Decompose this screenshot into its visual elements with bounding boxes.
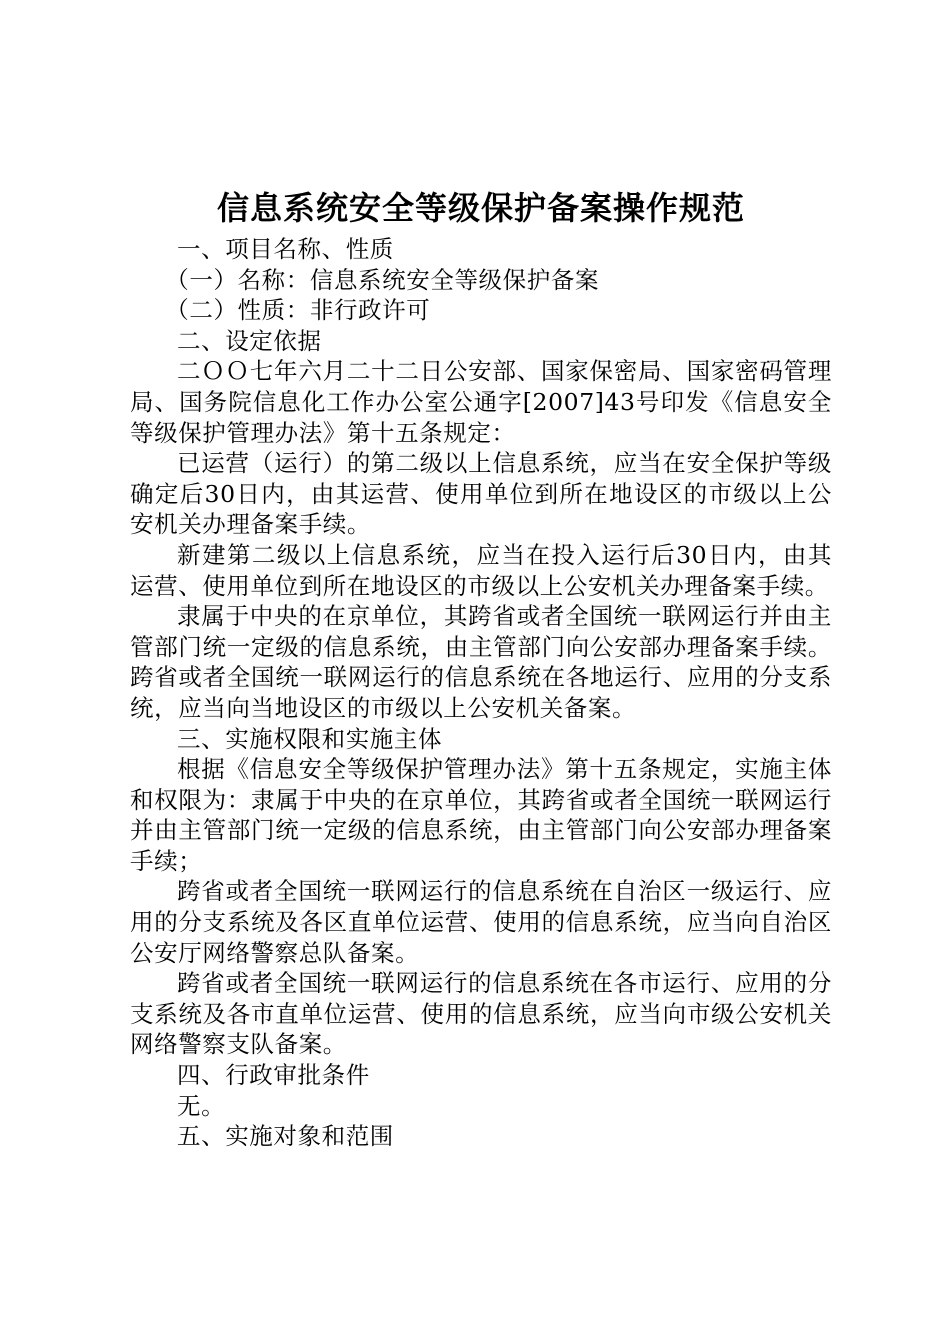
basis-paragraph: 二ＯＯ七年六月二十二日公安部、国家保密局、国家密码管理局、国务院信息化工作办公室公通字[2007]43号印发《信息安全等级保护管理办法》第十五条规定： [130, 357, 832, 447]
conditions-paragraph: 无。 [177, 1091, 226, 1120]
basis-paragraph: 已运营（运行）的第二级以上信息系统，应当在安全保护等级确定后30日内，由其运营、使用单位到所在地设区的市级以上公安机关办理备案手续。 [130, 449, 832, 539]
document-title: 信息系统安全等级保护备案操作规范 [216, 189, 745, 227]
section-heading-3: 三、实施权限和实施主体 [177, 724, 443, 753]
section-heading-4: 四、行政审批条件 [177, 1061, 370, 1090]
authority-paragraph: 跨省或者全国统一联网运行的信息系统在各市运行、应用的分支系统及各市直单位运营、使用的信息系统，应当向市级公安机关网络警察支队备案。 [130, 969, 832, 1059]
basis-paragraph: 新建第二级以上信息系统，应当在投入运行后30日内，由其运营、使用单位到所在地设区的市级以上公安机关办理备案手续。 [130, 540, 832, 600]
item-name: （一）名称：信息系统安全等级保护备案 [165, 265, 600, 294]
authority-paragraph: 跨省或者全国统一联网运行的信息系统在自治区一级运行、应用的分支系统及各区直单位运营、使用的信息系统，应当向自治区公安厅网络警察总队备案。 [130, 877, 832, 967]
section-heading-5: 五、实施对象和范围 [177, 1122, 394, 1151]
section-heading-2: 二、设定依据 [177, 326, 322, 355]
section-heading-1: 一、项目名称、性质 [177, 235, 394, 263]
basis-paragraph: 隶属于中央的在京单位，其跨省或者全国统一联网运行并由主管部门统一定级的信息系统，由主管部门向公安部办理备案手续。跨省或者全国统一联网运行的信息系统在各地运行、应用的分支系统，应当向当地设区的市级以上公安机关备案。 [130, 602, 832, 722]
authority-paragraph: 根据《信息安全等级保护管理办法》第十五条规定，实施主体和权限为：隶属于中央的在京单位，其跨省或者全国统一联网运行并由主管部门统一定级的信息系统，由主管部门向公安部办理备案手续； [130, 755, 832, 875]
document-page [130, 186, 832, 1152]
item-nature: （二）性质：非行政许可 [165, 296, 431, 325]
